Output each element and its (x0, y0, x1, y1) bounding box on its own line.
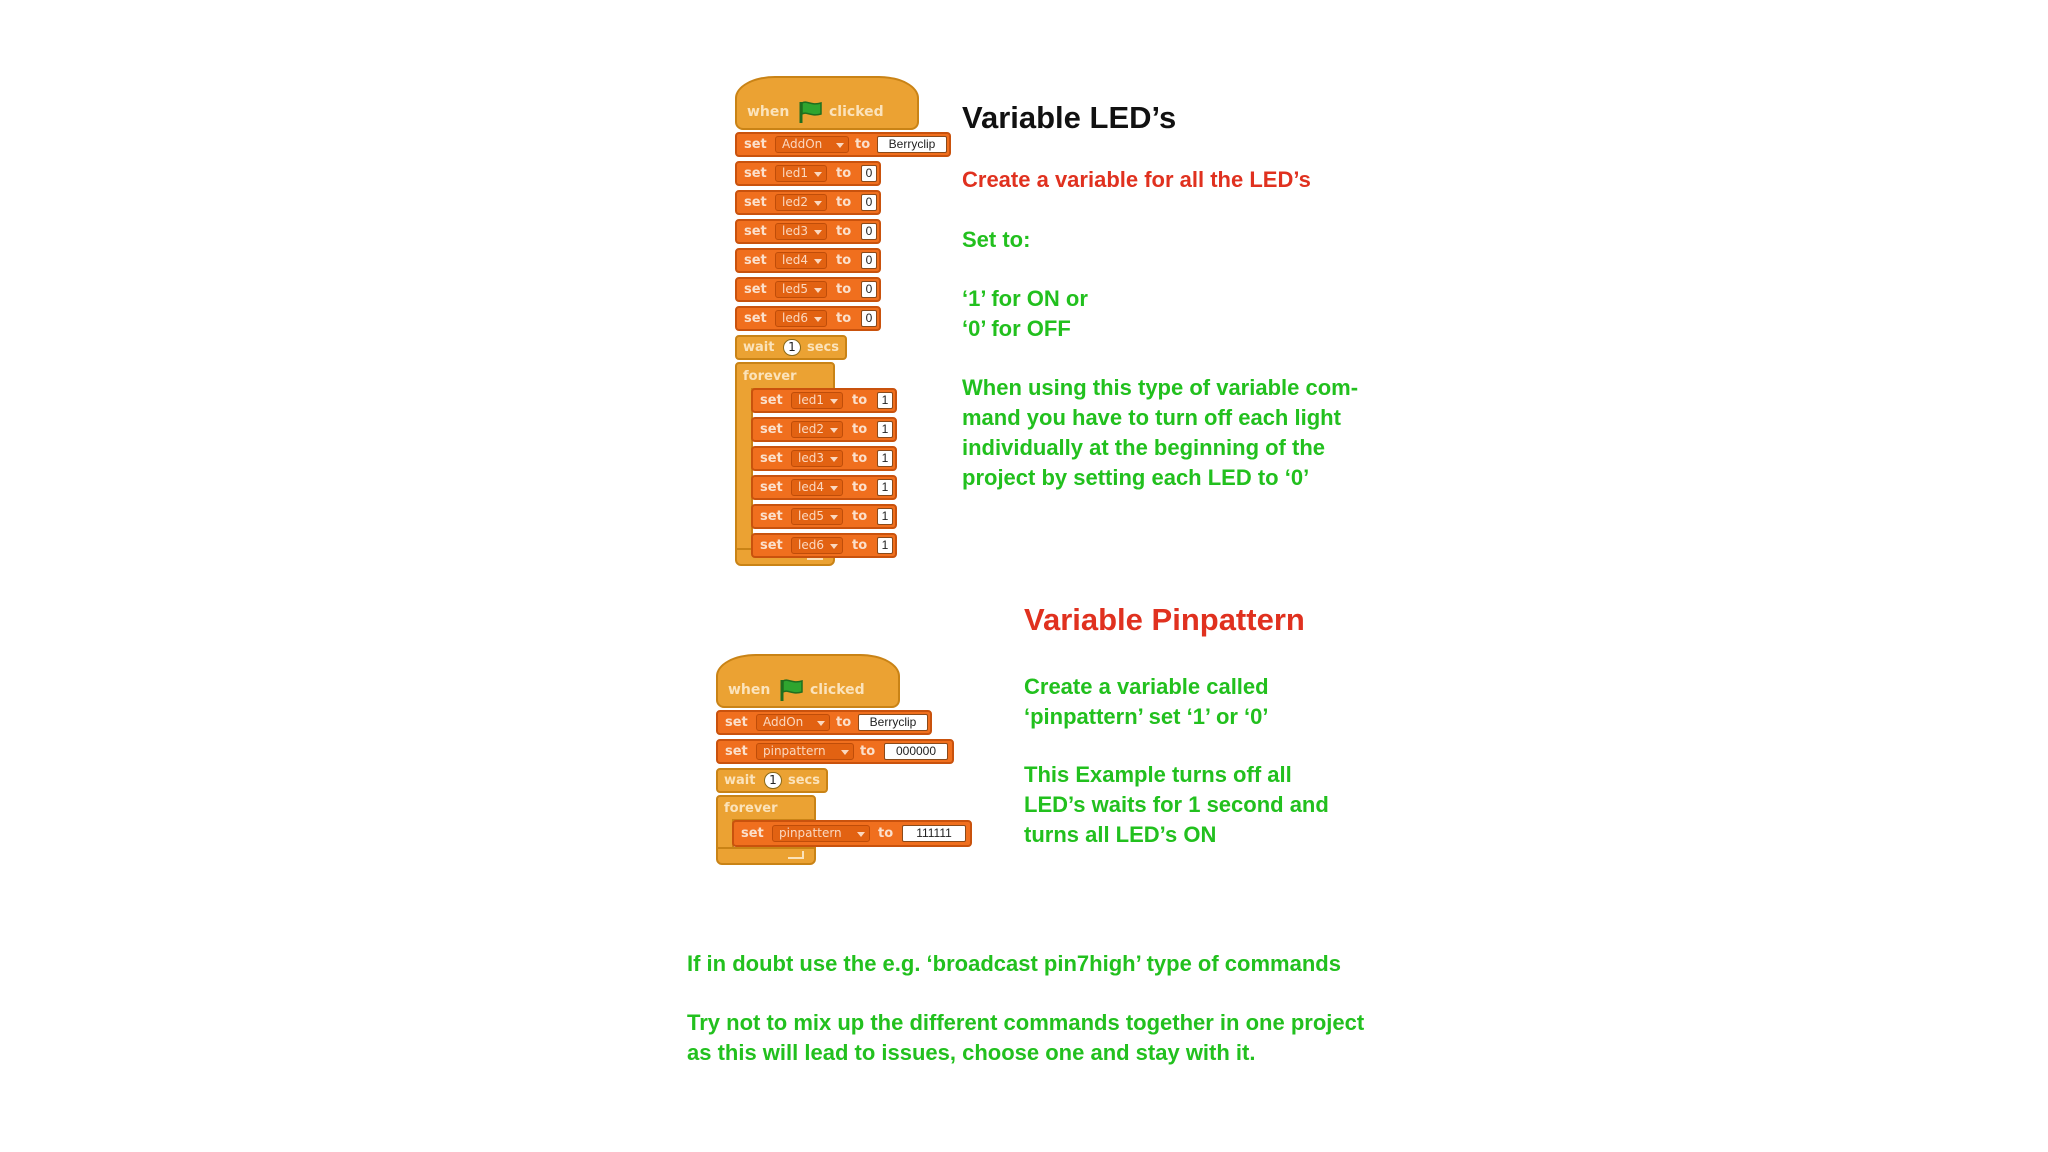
wait-keyword: wait (724, 773, 756, 788)
variable-dropdown[interactable]: led4 (775, 252, 827, 269)
set-led5-block[interactable] (735, 277, 881, 302)
set-keyword: set (760, 393, 783, 408)
value-input[interactable]: 0 (861, 281, 877, 298)
variable-dropdown[interactable]: pinpattern (756, 743, 854, 760)
to-keyword: to (852, 422, 868, 437)
set-keyword: set (744, 195, 767, 210)
value-input[interactable]: Berryclip (877, 136, 947, 153)
set-to-label: Set to: (962, 227, 1031, 252)
value-input[interactable]: 0 (861, 252, 877, 269)
variable-dropdown[interactable]: led3 (775, 223, 827, 240)
secs-keyword: secs (807, 340, 839, 355)
secs-keyword: secs (788, 773, 820, 788)
to-keyword: to (852, 451, 868, 466)
forever-keyword: forever (743, 369, 797, 384)
forever-block[interactable] (716, 795, 816, 821)
set-keyword: set (760, 422, 783, 437)
hat-clicked-label: clicked (810, 682, 865, 698)
to-keyword: to (836, 195, 852, 210)
set-pinpattern-block[interactable] (716, 739, 954, 764)
on-off-text: ‘1’ for ON or ‘0’ for OFF (962, 286, 1088, 341)
set-keyword: set (744, 166, 767, 181)
wait-block[interactable] (735, 335, 847, 360)
footer-broadcast-tip: If in doubt use the e.g. ‘broadcast pin7high’ type of commands (687, 951, 1341, 976)
set-led4-on-block[interactable] (751, 475, 897, 500)
pinpattern-example-text: This Example turns off all LED’s waits for 1 second and turns all LED’s ON (1024, 762, 1329, 847)
value-input[interactable]: 0 (861, 223, 877, 240)
explanation-text: When using this type of variable com- mand you have to turn off each light individually at the beginning of the project by setting each LED to ‘0’ (962, 375, 1359, 490)
to-keyword: to (860, 744, 876, 759)
to-keyword: to (852, 509, 868, 524)
value-input[interactable]: Berryclip (858, 714, 928, 731)
wait-seconds-input[interactable]: 1 (764, 772, 782, 789)
set-led3-block[interactable] (735, 219, 881, 244)
loop-arrow-icon (788, 851, 804, 859)
when-flag-clicked-hat[interactable] (716, 654, 900, 708)
set-led2-on-block[interactable] (751, 417, 897, 442)
footer-mixing-warning: Try not to mix up the different commands together in one project as this will lead to issues, choose one and stay with it. (687, 1010, 1365, 1065)
hat-when-label: when (747, 104, 790, 120)
set-led6-block[interactable] (735, 306, 881, 331)
value-input[interactable]: 000000 (884, 743, 948, 760)
variable-dropdown[interactable]: led5 (791, 508, 843, 525)
wait-seconds-input[interactable]: 1 (783, 339, 801, 356)
set-keyword: set (725, 715, 748, 730)
subheading-create-variable: Create a variable for all the LED’s (962, 167, 1311, 192)
value-input[interactable]: 1 (877, 421, 893, 438)
forever-block[interactable] (735, 362, 835, 390)
set-keyword: set (744, 137, 767, 152)
variable-dropdown[interactable]: led3 (791, 450, 843, 467)
to-keyword: to (855, 137, 871, 152)
variable-dropdown[interactable]: pinpattern (772, 825, 870, 842)
to-keyword: to (836, 166, 852, 181)
heading-variable-leds: Variable LED’s (962, 100, 1177, 135)
variable-dropdown[interactable]: led5 (775, 281, 827, 298)
to-keyword: to (836, 311, 852, 326)
hat-clicked-label: clicked (829, 104, 884, 120)
value-input[interactable]: 0 (861, 194, 877, 211)
set-led6-on-block[interactable] (751, 533, 897, 558)
set-led1-block[interactable] (735, 161, 881, 186)
heading-variable-pinpattern: Variable Pinpattern (1024, 602, 1305, 637)
when-flag-clicked-hat[interactable] (735, 76, 919, 130)
set-keyword: set (744, 224, 767, 239)
value-input[interactable]: 0 (861, 165, 877, 182)
variable-dropdown[interactable]: led2 (775, 194, 827, 211)
value-input[interactable]: 111111 (902, 825, 966, 842)
variable-dropdown[interactable]: led2 (791, 421, 843, 438)
variable-dropdown[interactable]: AddOn (756, 714, 830, 731)
to-keyword: to (852, 393, 868, 408)
to-keyword: to (878, 826, 894, 841)
green-flag-icon (797, 100, 823, 124)
wait-block[interactable] (716, 768, 828, 793)
set-addon-block[interactable] (735, 132, 951, 157)
set-keyword: set (741, 826, 764, 841)
wait-keyword: wait (743, 340, 775, 355)
variable-dropdown[interactable]: led1 (791, 392, 843, 409)
to-keyword: to (852, 480, 868, 495)
script-stack-pinpattern[interactable] (714, 654, 974, 874)
hat-when-label: when (728, 682, 771, 698)
to-keyword: to (836, 282, 852, 297)
variable-dropdown[interactable]: led1 (775, 165, 827, 182)
value-input[interactable]: 1 (877, 508, 893, 525)
variable-dropdown[interactable]: led6 (775, 310, 827, 327)
set-keyword: set (760, 509, 783, 524)
set-keyword: set (760, 538, 783, 553)
set-keyword: set (760, 480, 783, 495)
value-input[interactable]: 1 (877, 479, 893, 496)
variable-dropdown[interactable]: led4 (791, 479, 843, 496)
value-input[interactable]: 0 (861, 310, 877, 327)
value-input[interactable]: 1 (877, 392, 893, 409)
set-led1-on-block[interactable] (751, 388, 897, 413)
green-flag-icon (778, 678, 804, 702)
variable-dropdown[interactable]: led6 (791, 537, 843, 554)
set-led5-on-block[interactable] (751, 504, 897, 529)
set-led2-block[interactable] (735, 190, 881, 215)
set-keyword: set (760, 451, 783, 466)
set-keyword: set (744, 282, 767, 297)
set-keyword: set (744, 311, 767, 326)
to-keyword: to (836, 253, 852, 268)
forever-keyword: forever (724, 801, 778, 816)
to-keyword: to (852, 538, 868, 553)
set-keyword: set (744, 253, 767, 268)
to-keyword: to (836, 715, 852, 730)
set-addon-block[interactable] (716, 710, 932, 735)
variable-dropdown[interactable]: AddOn (775, 136, 849, 153)
set-pinpattern-on-block[interactable] (732, 820, 972, 847)
value-input[interactable]: 1 (877, 450, 893, 467)
set-led4-block[interactable] (735, 248, 881, 273)
script-stack-led[interactable] (733, 76, 963, 580)
set-led3-on-block[interactable] (751, 446, 897, 471)
to-keyword: to (836, 224, 852, 239)
value-input[interactable]: 1 (877, 537, 893, 554)
pinpattern-create-text: Create a variable called ‘pinpattern’ set ‘1’ or ‘0’ (1024, 674, 1269, 729)
set-keyword: set (725, 744, 748, 759)
forever-cap (716, 847, 816, 865)
